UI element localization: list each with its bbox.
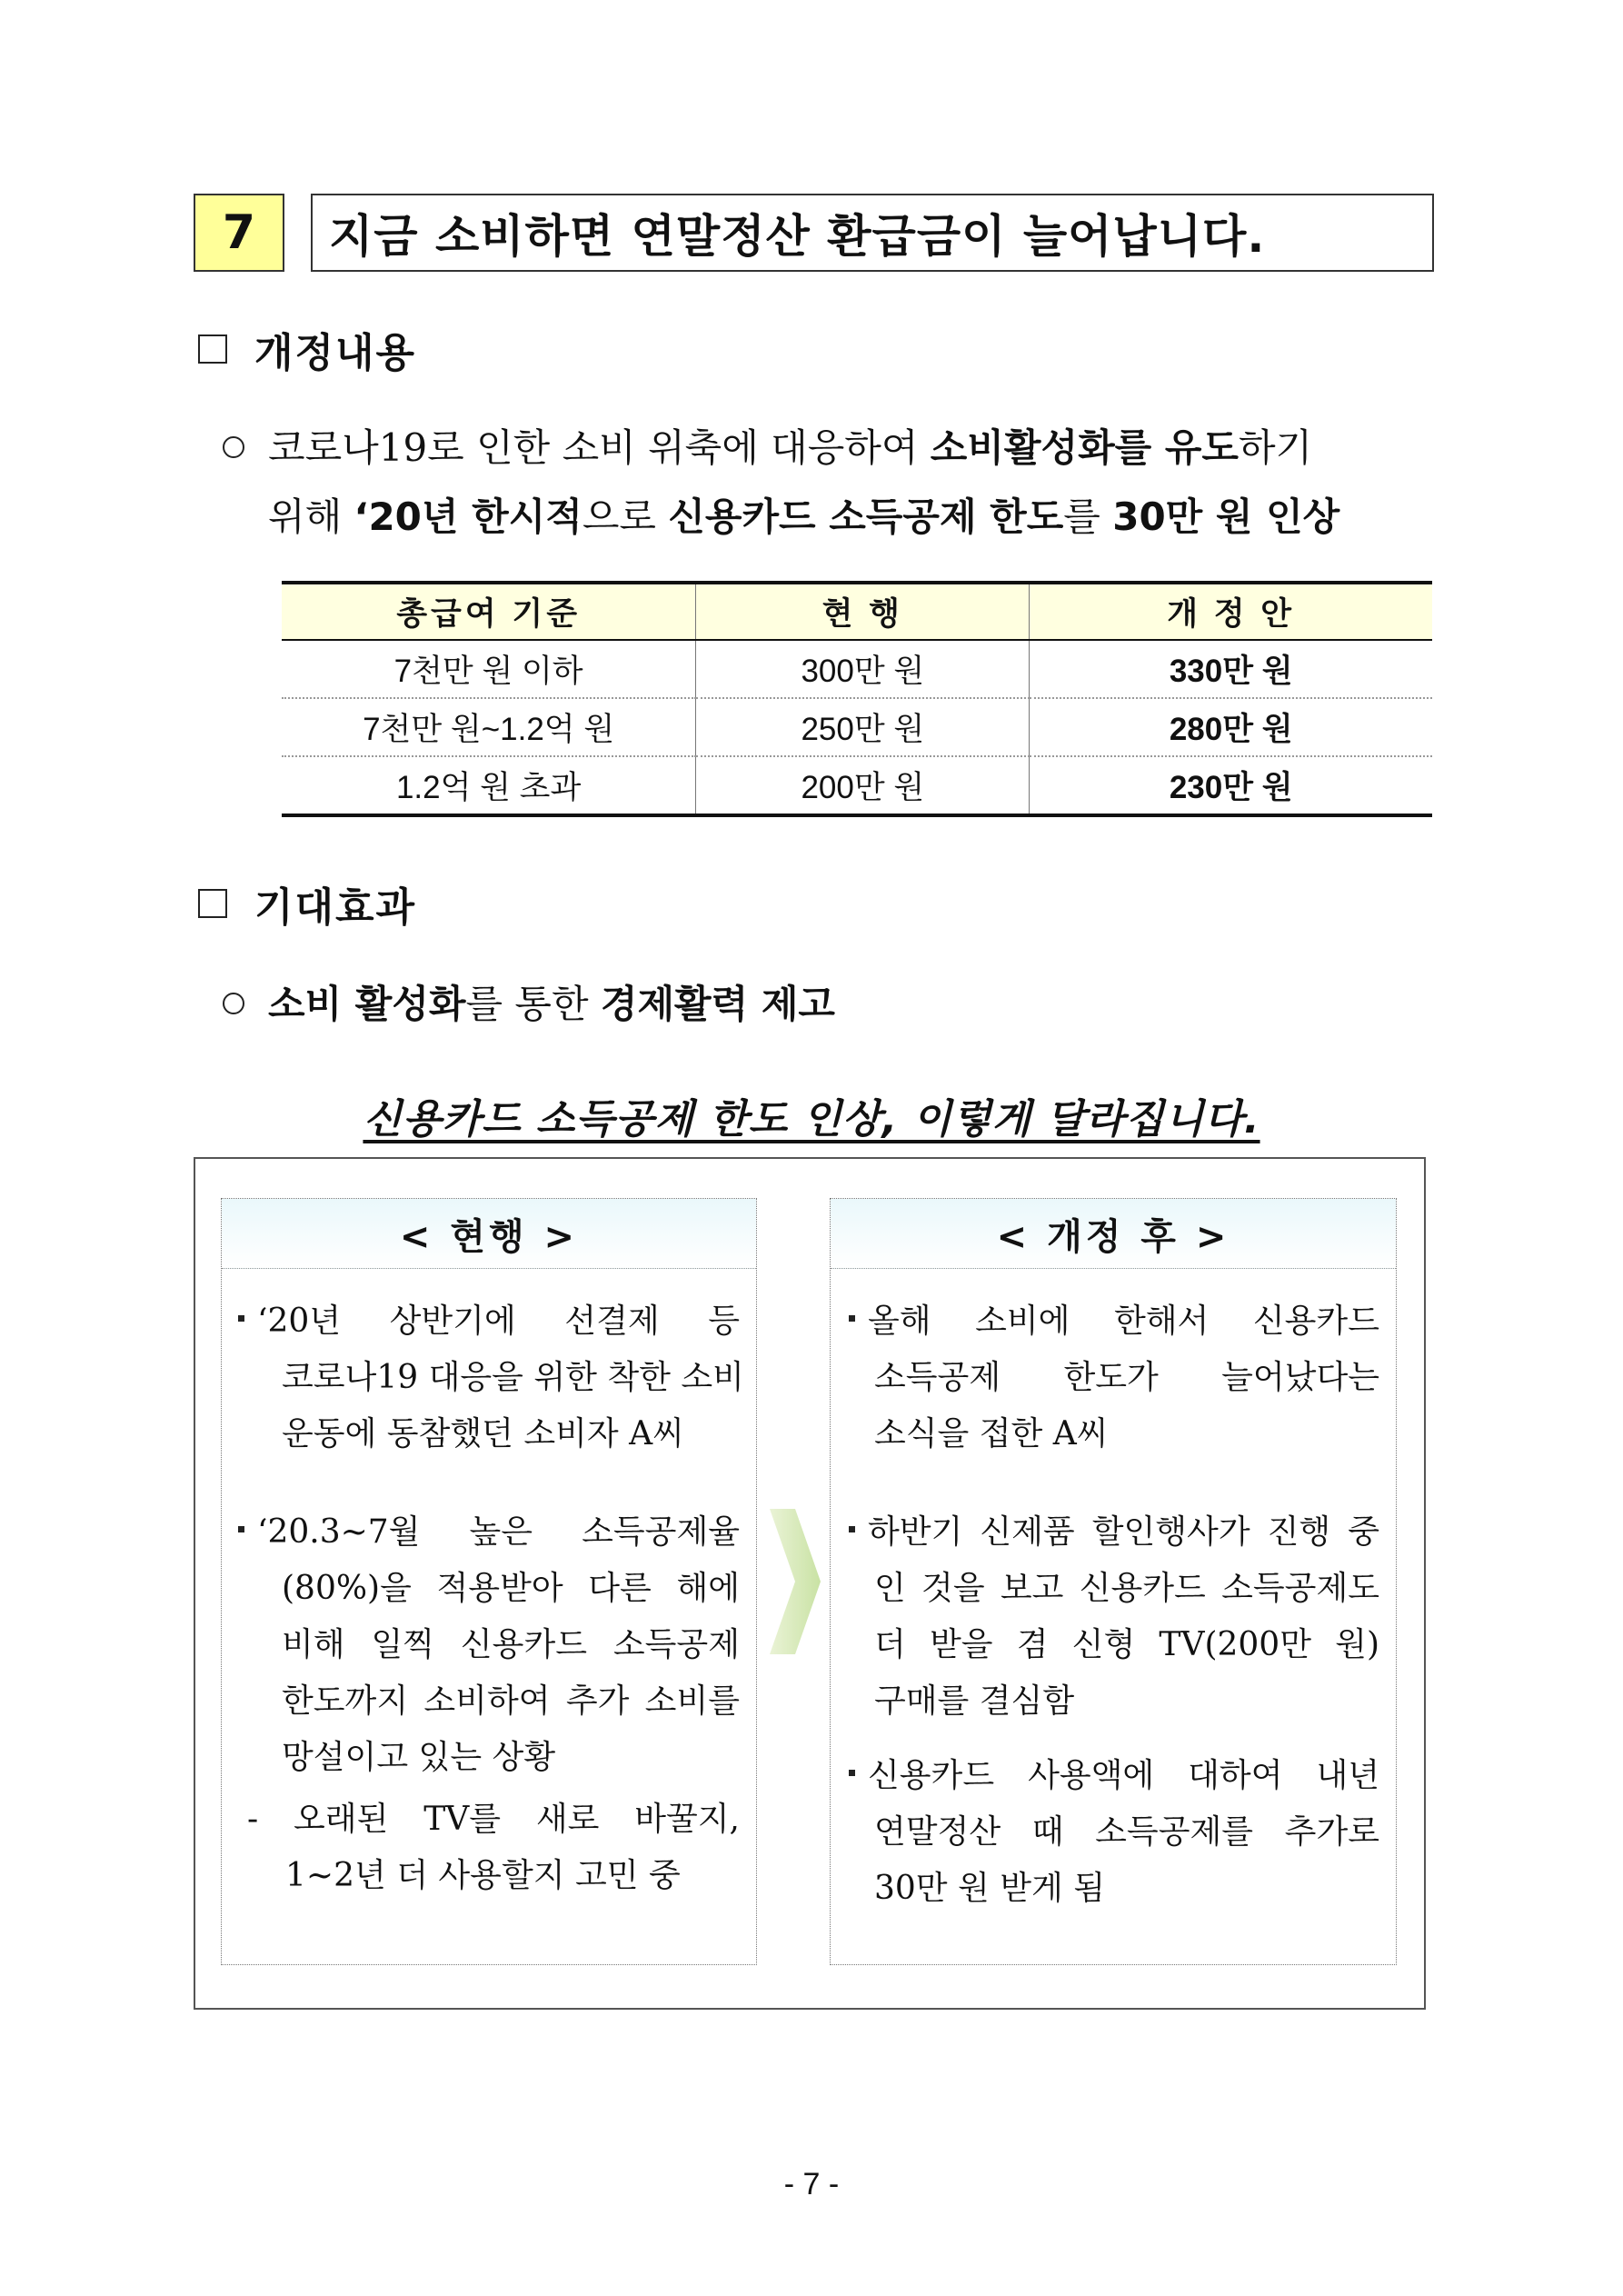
square-bullet-icon: [849, 1315, 855, 1322]
section-title: 지금 소비하면 연말정산 환급금이 늘어납니다.: [311, 194, 1434, 272]
text-line: 소식을 접한 A씨: [874, 1415, 1109, 1452]
line-wrap: [849, 1504, 1379, 1561]
text-line: 비해 일찍 신용카드 소득공제: [282, 1626, 740, 1663]
effect-line: [223, 969, 835, 1040]
text-line: ‘20.3~7월 높은 소득공제율: [257, 1513, 740, 1551]
table-cell: 300만 원: [696, 640, 1030, 698]
table-cell: 330만 원: [1030, 640, 1432, 698]
table-cell: 230만 원: [1030, 756, 1432, 815]
text-run: 를 통한: [465, 982, 601, 1026]
text-line: 30만 원 받게 됨: [874, 1870, 1106, 1907]
circle-bullet-icon: [223, 436, 244, 458]
text-line: 신용카드 사용액에 대하여 내년: [868, 1757, 1379, 1794]
text-line: 소득공제 한도가 늘어났다는: [874, 1359, 1379, 1396]
table-cell: 280만 원: [1030, 698, 1432, 756]
bold-run: 30만 원 인상: [1112, 494, 1340, 539]
table-row: [282, 756, 1432, 815]
revision-heading: [198, 320, 416, 378]
current-bullet-1: [238, 1293, 744, 1462]
text-line: - 오래된 TV를 새로 바꿀지,: [247, 1801, 740, 1838]
table-cell: 250만 원: [696, 698, 1030, 756]
after-panel: [830, 1198, 1397, 1965]
table-cell: 7천만 원~1.2억 원: [282, 698, 696, 756]
current-sub-item: [247, 1792, 740, 1904]
table-cell: 7천만 원 이하: [282, 640, 696, 698]
square-bullet-icon: [849, 1526, 855, 1532]
circle-bullet-icon: [223, 993, 244, 1014]
text-line: 인 것을 보고 신용카드 소득공제도: [874, 1570, 1379, 1607]
text-line: 구매를 결심함: [874, 1682, 1075, 1720]
text-line: 하반기 신제품 할인행사가 진행 중: [868, 1513, 1379, 1551]
current-bullet-2: [238, 1504, 740, 1786]
table-row: [282, 640, 1432, 698]
table-header-cell: 개 정 안: [1030, 583, 1432, 640]
chevron-right-arrow-icon: [770, 1509, 821, 1654]
text-run: 하기: [1238, 425, 1313, 470]
text-run: 위해: [268, 494, 354, 539]
text-run: 코로나19로 인한 소비 위축에 대응하여: [268, 425, 931, 470]
text-line: 한도까지 소비하여 추가 소비를: [282, 1682, 740, 1720]
bold-run: ‘20년 한시적: [353, 494, 582, 539]
line-wrap: [238, 1293, 740, 1350]
revision-table: [282, 581, 1432, 817]
line-wrap: [849, 1293, 1379, 1350]
section-number: 7: [194, 194, 284, 272]
line-wrap: [238, 1504, 740, 1561]
revision-line-2: [268, 482, 1339, 553]
text-line: 코로나19 대응을 위한 착한 소비: [282, 1359, 744, 1396]
revision-line-1: [223, 413, 1312, 484]
current-panel-title: < 현행 >: [222, 1199, 756, 1269]
text-line: (80%)을 적용받아 다른 해에: [282, 1570, 740, 1607]
text-run: 를: [1063, 494, 1113, 539]
table-row: [282, 698, 1432, 756]
after-bullet-3: [849, 1748, 1379, 1917]
table-header-row: [282, 583, 1432, 640]
current-panel: [221, 1198, 757, 1965]
text-line: 올해 소비에 한해서 신용카드: [868, 1303, 1379, 1340]
table-header-cell: 총급여 기준: [282, 583, 696, 640]
page-number: - 7 -: [783, 2167, 840, 2201]
bold-run: 신용카드 소득공제 한도: [668, 494, 1064, 539]
bold-run: 경제활력 제고: [600, 982, 835, 1026]
square-bullet-icon: [238, 1526, 244, 1532]
effect-heading-text: 기대효과: [254, 884, 417, 931]
checkbox-square-icon: [198, 334, 227, 364]
table-header-cell: 현 행: [696, 583, 1030, 640]
text-line: 1~2년 더 사용할지 고민 중: [285, 1857, 681, 1894]
checkbox-square-icon: [198, 889, 227, 918]
after-bullet-2: [849, 1504, 1379, 1730]
after-panel-title: < 개정 후 >: [831, 1199, 1396, 1269]
bold-run: 소비 활성화: [268, 982, 466, 1026]
bold-run: 소비활성화를 유도: [930, 425, 1239, 470]
revision-heading-text: 개정내용: [254, 330, 417, 376]
table-cell: 200만 원: [696, 756, 1030, 815]
text-line: ‘20년 상반기에 선결제 등: [257, 1303, 740, 1340]
table-cell: 1.2억 원 초과: [282, 756, 696, 815]
square-bullet-icon: [849, 1770, 855, 1776]
after-bullet-1: [849, 1293, 1379, 1462]
text-line: 운동에 동참했던 소비자 A씨: [282, 1415, 684, 1452]
line-wrap: [849, 1748, 1379, 1804]
comparison-caption: 신용카드 소득공제 한도 인상, 이렇게 달라집니다.: [363, 1096, 1260, 1143]
text-line: 연말정산 때 소득공제를 추가로: [874, 1813, 1379, 1851]
effect-heading: [198, 874, 416, 933]
square-bullet-icon: [238, 1315, 244, 1322]
text-run: 으로: [582, 494, 669, 539]
text-line: 망설이고 있는 상황: [282, 1739, 556, 1776]
text-line: 더 받을 겸 신형 TV(200만 원): [874, 1626, 1379, 1663]
